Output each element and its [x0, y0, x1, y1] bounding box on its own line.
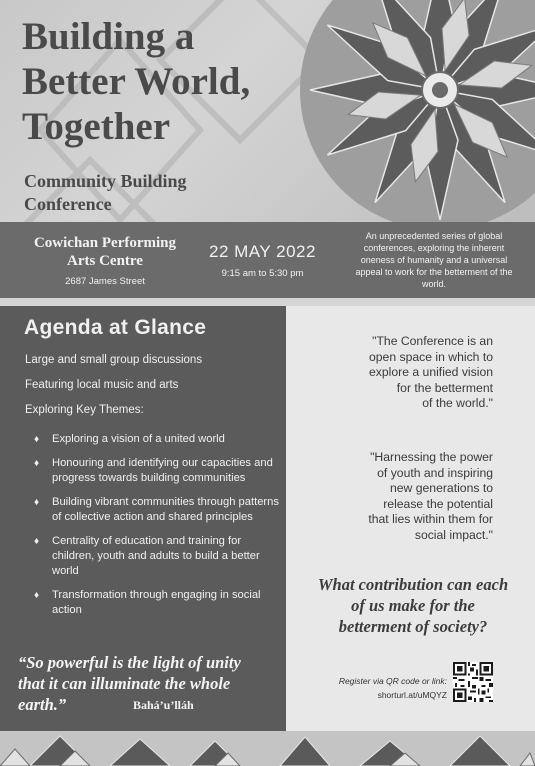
venue-address: 2687 James Street	[65, 276, 145, 287]
quote-line: of youth and inspiring	[377, 465, 493, 480]
venue-block	[20, 234, 190, 287]
subtitle-line: Conference	[24, 194, 112, 214]
quote-line: of the world."	[422, 396, 493, 410]
diamond-bullet-icon: ♦	[34, 536, 40, 547]
conference-blurb: An unprecedented series of global conferences, exploring the inherent oneness of humanity and a universal appeal to work for the betterment of the world.	[355, 231, 513, 289]
quote-line: for the betterment	[396, 380, 493, 395]
event-info-band	[0, 222, 535, 298]
quote-line: social impact."	[414, 527, 493, 542]
agenda-title: Agenda at Glance	[24, 316, 207, 339]
diamond-bullet-icon: ♦	[34, 458, 40, 469]
register-label: Register via QR code or link:	[338, 676, 447, 686]
footer-mosaic	[0, 731, 535, 766]
title-line: Building a	[22, 15, 195, 58]
theme-text: Transformation through engaging in social action	[52, 589, 261, 616]
quote-line: open space in which to	[369, 349, 493, 364]
subtitle-line: Community Building	[24, 171, 187, 191]
diamond-bullet-icon: ♦	[34, 590, 40, 601]
quote-line: explore a unified vision	[369, 365, 493, 379]
diamond-bullet-icon: ♦	[34, 497, 40, 508]
quote-line: “So powerful is the light of unity	[18, 653, 241, 672]
quote-line: "The Conference is an	[372, 334, 493, 348]
question-line: of us make for the	[351, 596, 475, 615]
conference-subtitle	[24, 170, 284, 216]
quote-line: that it can illuminate the whole	[18, 674, 231, 693]
agenda-line: Exploring Key Themes:	[25, 404, 144, 416]
registration-info	[339, 674, 447, 702]
question-line: What contribution can each	[317, 575, 509, 594]
quote-line: earth.”	[18, 695, 67, 714]
register-link[interactable]: shorturl.at/uMQYZ	[377, 690, 447, 700]
key-themes-list	[34, 432, 279, 627]
closing-question	[296, 574, 530, 637]
event-date: 22 MAY 2022	[209, 242, 316, 261]
venue-name-line: Arts Centre	[67, 253, 143, 269]
date-block	[200, 242, 325, 279]
mosaic-pattern-decoration	[0, 731, 535, 766]
quote-attribution: Bahá’u’lláh	[133, 698, 194, 712]
theme-text: Centrality of education and training for children, youth and adults to build a better world	[52, 535, 260, 577]
quote-line: that lies within them for	[368, 512, 493, 526]
page-title	[22, 14, 322, 149]
event-time: 9:15 am to 5:30 pm	[221, 268, 304, 279]
list-item	[34, 495, 279, 525]
theme-text: Honouring and identifying our capacities and progress towards building communities	[52, 457, 273, 484]
quote-line: release the potential	[383, 496, 493, 511]
question-line: betterment of society?	[338, 617, 488, 636]
list-item	[34, 588, 279, 618]
agenda-line: Large and small group discussions	[25, 354, 203, 366]
title-line: Together	[22, 105, 171, 148]
qr-code-icon[interactable]	[453, 662, 493, 702]
diamond-bullet-icon: ♦	[34, 434, 40, 445]
youth-quote	[368, 450, 493, 543]
theme-text: Exploring a vision of a united world	[52, 433, 225, 445]
agenda-line: Featuring local music and arts	[25, 379, 179, 391]
list-item	[34, 432, 279, 447]
title-line: Better World,	[22, 60, 251, 103]
quote-line: new generations to	[390, 481, 493, 495]
conference-quote	[369, 334, 493, 412]
quote-line: "Harnessing the power	[370, 450, 493, 464]
venue-name	[20, 234, 190, 270]
venue-name-line: Cowichan Performing	[33, 235, 177, 251]
header-banner	[0, 0, 535, 222]
list-item	[34, 534, 279, 579]
quotes-panel	[286, 306, 535, 731]
theme-text: Building vibrant communities through patterns of collective action and shared principles	[52, 496, 279, 523]
agenda-panel	[0, 306, 286, 731]
list-item	[34, 456, 279, 486]
